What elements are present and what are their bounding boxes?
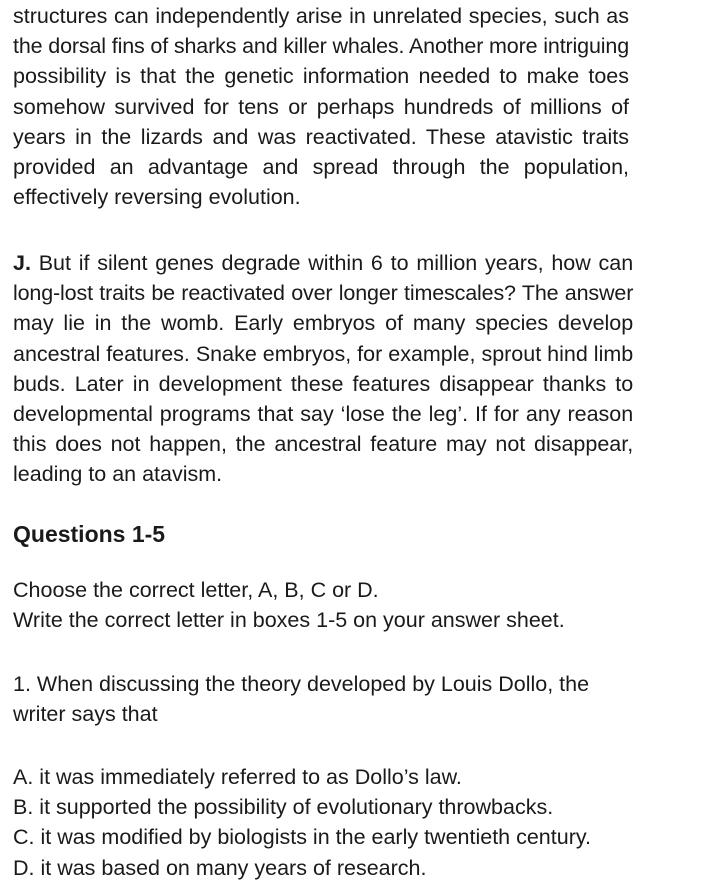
paragraph-i-line: possibility is that the genetic information needed to make toes [13, 64, 630, 89]
paragraph-j-line: ancestral features. Snake embryos, for example, sprout hind limb [13, 341, 634, 366]
option-b: B. it supported the possibility of evolutionary throwbacks. [13, 795, 554, 820]
paragraph-j-line: leading to an atavism. [13, 462, 223, 487]
question-1-stem-line: 1. When discussing the theory developed by Louis Dollo, the [13, 672, 590, 696]
paragraph-j-line: buds. Later in development these features disappear thanks to [13, 371, 634, 396]
instruction-write: Write the correct letter in boxes 1-5 on your answer sheet. [13, 608, 565, 633]
instructions [13, 575, 565, 635]
paragraph-j-line: long-lost traits be reactivated over longer timescales? The answer [13, 281, 634, 306]
option-d: D. it was based on many years of research. [13, 855, 427, 880]
option-a: A. it was immediately referred to as Dollo’s law. [13, 765, 462, 789]
paragraph-i-line: structures can independently arise in unrelated species, such as [13, 4, 630, 28]
paragraph-i-line: somehow survived for tens or perhaps hundreds of millions of [13, 94, 630, 119]
instruction-choose: Choose the correct letter, A, B, C or D. [13, 578, 379, 602]
question-1-stem [13, 669, 589, 729]
paragraph-j-letter: J. [13, 251, 31, 275]
paragraph-j-line: this does not happen, the ancestral feature may not disappear, [13, 432, 634, 457]
question-1-stem-line: writer says that [13, 702, 158, 727]
paragraph-j-line-text: But if silent genes degrade within 6 to million years, how can [30, 251, 634, 275]
option-c: C. it was modified by biologists in the early twentieth century. [13, 825, 591, 850]
question-1-options [13, 762, 591, 883]
questions-heading: Questions 1-5 [13, 521, 166, 547]
paragraph-j-line: developmental programs that say ‘lose the leg’. If for any reason [13, 402, 634, 427]
paragraph-i-line: the dorsal fins of sharks and killer whales. Another more intriguing [13, 34, 630, 59]
paragraph-i-line: effectively reversing evolution. [13, 185, 301, 210]
paragraph-i-line: provided an advantage and spread through the population, [13, 155, 630, 180]
paragraph-i-line: years in the lizards and was reactivated. These atavistic traits [13, 124, 630, 149]
paragraph-i [13, 1, 629, 212]
paragraph-j-line [13, 248, 633, 278]
paragraph-j [13, 248, 633, 490]
paragraph-j-line: may lie in the womb. Early embryos of many species develop [13, 311, 634, 336]
